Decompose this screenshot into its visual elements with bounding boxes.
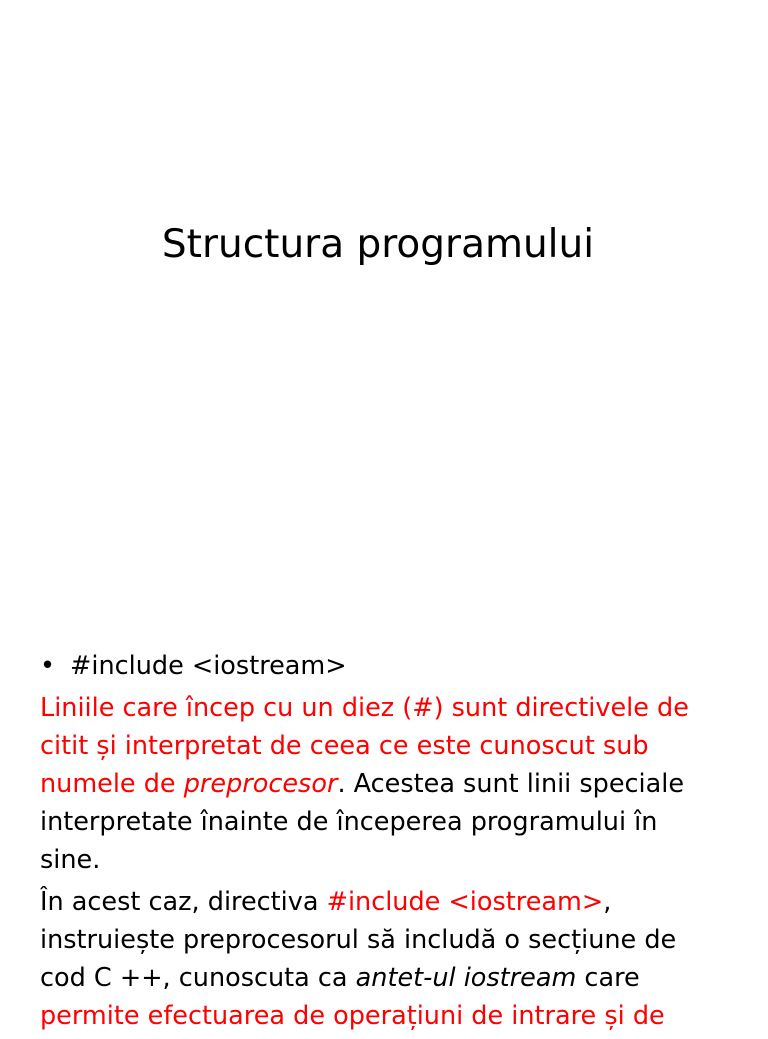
paragraph-directive — [40, 883, 720, 1035]
red-directive: #include <iostream> — [326, 887, 604, 917]
bullet-item — [40, 647, 720, 685]
red-text: Liniile care încep cu un diez (#) sunt directivele de citit și interpretat de ceea ce este cunoscut sub numele de — [40, 693, 689, 799]
slide-body — [40, 647, 720, 1039]
body-text: . Acestea sunt linii speciale interpretate înainte de începerea programului în sine. — [40, 769, 685, 875]
red-italic-term: preprocesor — [183, 769, 338, 799]
bullet-text: #include <iostream> — [70, 651, 347, 681]
bullet-icon: • — [40, 651, 56, 681]
body-text: În acest caz, directiva — [40, 887, 327, 917]
italic-term: antet-ul iostream — [355, 963, 577, 993]
red-text: permite efectuarea de operațiuni de intrare și de — [40, 1001, 665, 1031]
body-text: , instruiește preprocesorul să includă o secțiune de cod C ++, cunoscuta ca — [40, 887, 677, 993]
paragraph-preprocessor — [40, 689, 720, 879]
slide-title: Structura programului — [161, 222, 595, 267]
body-text: care — [576, 963, 640, 993]
